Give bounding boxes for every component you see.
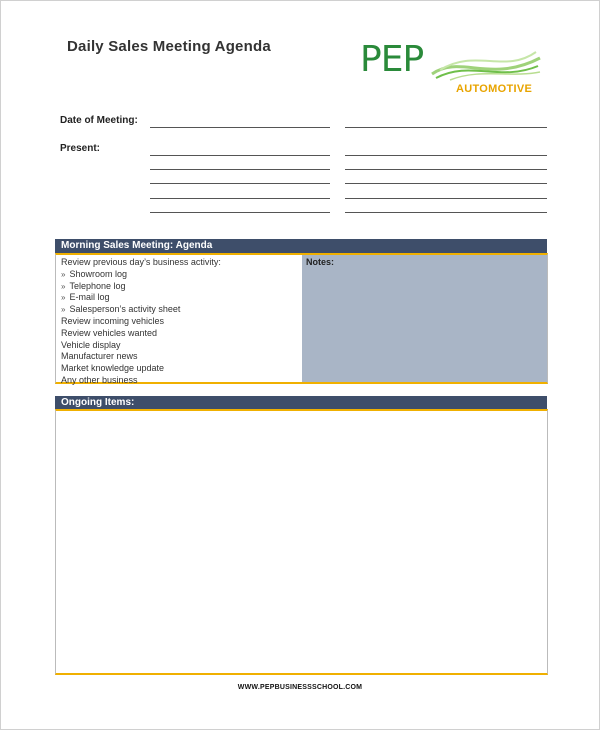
present-label: Present: — [60, 143, 101, 154]
agenda-item-text: Any other business — [61, 374, 138, 385]
pep-automotive-logo — [360, 40, 545, 100]
present-line[interactable] — [345, 198, 547, 199]
agenda-item — [61, 363, 301, 375]
present-line[interactable] — [150, 155, 330, 156]
date-line-2[interactable] — [345, 127, 547, 128]
agenda-item — [61, 375, 301, 387]
agenda-item-text: Vehicle display — [61, 339, 121, 350]
date-line-1[interactable] — [150, 127, 330, 128]
logo-brand-text: PEP — [360, 39, 424, 80]
present-line[interactable] — [150, 183, 330, 184]
agenda-item — [61, 292, 301, 304]
agenda-item-text: Showroom log — [69, 268, 127, 279]
agenda-item-text: E-mail log — [69, 292, 110, 303]
notes-panel[interactable] — [302, 255, 547, 382]
agenda-item — [61, 351, 301, 363]
agenda-item-text: Review previous day’s business activity: — [61, 257, 221, 267]
present-line[interactable] — [150, 212, 330, 213]
agenda-item-text: Review incoming vehicles — [61, 315, 165, 326]
footer-url[interactable]: WWW.PEPBUSINESSSCHOOL.COM — [237, 684, 363, 691]
logo-swoosh-icon — [430, 44, 542, 84]
agenda-item — [61, 340, 301, 352]
agenda-item — [61, 257, 301, 269]
logo-subtitle: AUTOMOTIVE — [456, 83, 533, 95]
agenda-item — [61, 281, 301, 293]
agenda-item-text: Manufacturer news — [61, 351, 138, 362]
agenda-item — [61, 328, 301, 340]
agenda-item-text: Salesperson’s activity sheet — [69, 304, 181, 315]
bullet-icon: » — [61, 281, 66, 291]
present-line[interactable] — [345, 212, 547, 213]
bullet-icon: » — [61, 269, 66, 279]
bullet-icon: » — [61, 293, 66, 303]
page-title: Daily Sales Meeting Agenda — [67, 38, 271, 55]
present-line[interactable] — [345, 155, 547, 156]
agenda-list — [61, 257, 301, 387]
morning-agenda-box — [55, 253, 548, 384]
ongoing-items-header: Ongoing Items: — [55, 396, 547, 410]
notes-label: Notes: — [306, 257, 335, 267]
present-line[interactable] — [345, 183, 547, 184]
present-line[interactable] — [345, 169, 547, 170]
ongoing-items-box[interactable] — [55, 409, 548, 675]
present-line[interactable] — [150, 198, 330, 199]
agenda-item — [61, 269, 301, 281]
agenda-item-text: Telephone log — [69, 280, 126, 291]
morning-agenda-header: Morning Sales Meeting: Agenda — [55, 239, 547, 253]
date-of-meeting-label: Date of Meeting: — [60, 115, 138, 126]
bullet-icon: » — [61, 305, 66, 315]
agenda-item — [61, 316, 301, 328]
agenda-item-text: Market knowledge update — [61, 363, 165, 374]
agenda-item — [61, 304, 301, 316]
agenda-item-text: Review vehicles wanted — [61, 327, 158, 338]
present-line[interactable] — [150, 169, 330, 170]
